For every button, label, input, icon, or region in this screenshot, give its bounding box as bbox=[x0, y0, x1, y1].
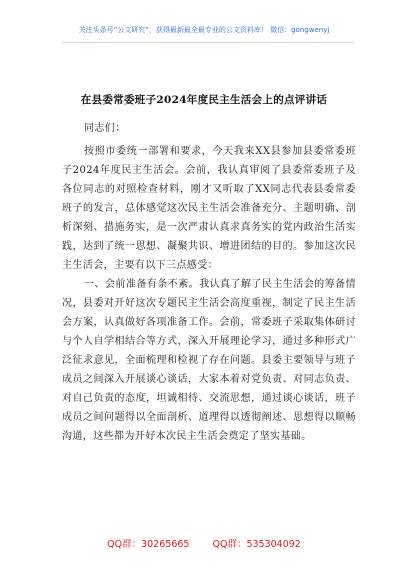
promo-header: 关注头条号“公文研究”，获得最新最全最专业的公文资料库！ 微信：gongwenyj bbox=[78, 26, 330, 34]
header-divider bbox=[62, 42, 354, 43]
qq-group-2: QQ群：535304092 bbox=[212, 539, 301, 550]
qq-group-1: QQ群：30265665 bbox=[107, 539, 190, 550]
document-body bbox=[62, 119, 356, 446]
footer-contact bbox=[0, 536, 408, 550]
document-title: 在县委常委班子2024年度民主生活会上的点评讲话 bbox=[80, 94, 328, 106]
paragraph-section-one: 一、会前准备有条不紊。我认真了解了民主生活会的筹备情况，县委对开好这次专题民主生活会高度重视，制定了民主生活会方案，认真做好各项准备工作。会前，常委班子采取集体研讨与个人自学相结合等方式，深入开展理论学习，通过多种形式广泛征求意见，全面梳理和检视了存在问题。县委主要领导与班子成员之间深入开展谈心谈话，大家本着对党负责、对同志负责、对自己负责的态度，坦诚相待、交流思想，通过谈心谈话，班子成员之间问题得以全面剖析、道理得以透彻阐述、思想得以顺畅沟通，这些都为开好本次民主生活会奠定了坚实基础。 bbox=[62, 279, 356, 442]
salutation: 同志们： bbox=[84, 123, 126, 134]
paragraph-intro: 按照市委统一部署和要求，今天我来XX县参加县委常委班子2024年度民主生活会。会前，我认真审阅了县委常委班子及各位同志的对照检查材料，刚才又听取了XX同志代表县委常委班子的发言，总体感觉这次民主生活会准备充分、主题明确、剖析深刻、措施务实，是一次严肃认真求真务实的党内政治生活实践，达到了统一思想、凝聚共识、增进团结的目的。参加这次民主生活会，主要有以下三点感受： bbox=[62, 146, 356, 271]
